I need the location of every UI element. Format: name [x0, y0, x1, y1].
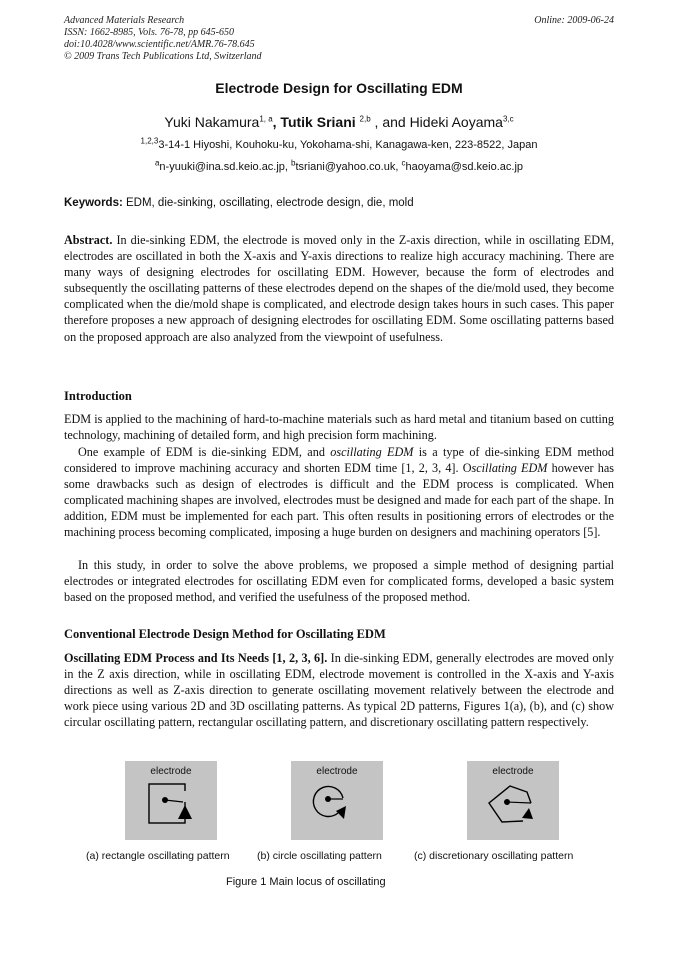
issn: ISSN: 1662-8985, Vols. 76-78, pp 645-650 — [64, 27, 234, 38]
keywords-text: EDM, die-sinking, oscillating, electrode design, die, mold — [122, 197, 414, 209]
intro-paragraph-3: In this study, in order to solve the above problems, we proposed a simple method of designing partial electrodes or integrated electrodes for oscillating EDM even for complicated forms, developed a basic system based on the proposed method, and verified the usefulness of the proposed method. — [64, 558, 614, 605]
affiliation-sup: 1,2,3 — [140, 136, 159, 146]
author-name: , and Hideki Aoyama — [370, 114, 503, 130]
journal-name: Advanced Materials Research — [64, 15, 185, 26]
author-name: Yuki Nakamura — [164, 114, 260, 130]
electrode-label: electrode — [150, 766, 192, 777]
abstract — [64, 232, 614, 345]
email-link[interactable]: tsriani@yahoo.co.uk, — [295, 161, 402, 173]
text-run: One example of EDM is die-sinking EDM, and — [78, 445, 331, 459]
figure-panel-polygon — [467, 761, 559, 840]
email-link[interactable]: n-yuuki@ina.sd.keio.ac.jp, — [159, 161, 292, 173]
journal-header — [64, 15, 262, 63]
email-sup: b — [291, 158, 296, 168]
keywords — [64, 197, 614, 209]
figure-caption-a: (a) rectangle oscillating pattern — [86, 850, 230, 862]
circle-oscillation-diagram — [291, 761, 383, 840]
subsection-heading: Oscillating EDM Process and Its Needs [1, 2, 3, 6]. — [64, 651, 328, 665]
figure-title: Figure 1 Main locus of oscillating — [226, 876, 386, 888]
author-sup: 2,b — [359, 114, 371, 124]
affiliation — [0, 136, 678, 151]
email-link[interactable]: haoyama@sd.keio.ac.jp — [405, 161, 524, 173]
direction-arrow — [178, 805, 192, 819]
copyright: © 2009 Trans Tech Publications Ltd, Switzerland — [64, 51, 262, 62]
figure-panel-circle — [291, 761, 383, 840]
email-sup: a — [154, 158, 160, 168]
figure-panel-rectangle — [125, 761, 217, 840]
center-dot — [325, 796, 331, 802]
center-dot — [504, 799, 510, 805]
intro-paragraph-1: EDM is applied to the machining of hard-to-machine materials such as hard metal and titanium based on cutting technology, machining of detailed form, and high precision form machining. — [64, 412, 614, 443]
affiliation-text: 3-14-1 Hiyoshi, Kouhoku-ku, Yokohama-shi, Kanagawa-ken, 223-8522, Japan — [158, 139, 538, 151]
intro-paragraph-2 — [64, 444, 614, 541]
text-run: is a type of die-sinking EDM method considered to improve machining accuracy and shorten EDM time [1, 2, 3, 4]. O — [64, 445, 614, 476]
direction-arrow — [336, 806, 346, 819]
figure-caption-c: (c) discretionary oscillating pattern — [414, 850, 574, 862]
abstract-label: Abstract. — [64, 233, 113, 247]
electrode-label: electrode — [492, 766, 534, 777]
abstract-text: In die-sinking EDM, the electrode is moved only in the Z-axis direction, while in oscillating EDM, electrodes are oscillated in both the X-axis and Y-axis directions to realize high accuracy machining. There are many ways of designing electrodes for oscillating EDM. However, because the form of electrodes and subsequently the oscillating patterns of these electrodes depend on the shapes of the die/mold used, they become complicated when the die/mold shape is complicated, and electrode design takes hours in such cases. This paper therefore proposes a new approach of designing electrodes for oscillating EDM. Some oscillating patterns based on the proposed approach are also analyzed from the viewpoint of usefulness. — [64, 233, 614, 344]
polygon-oscillation-diagram — [467, 761, 559, 840]
emphasis: scillating EDM — [471, 461, 548, 476]
author-name: , Tutik Sriani — [272, 114, 360, 130]
author-emails — [0, 158, 678, 173]
emphasis: oscillating EDM — [330, 445, 414, 459]
radius-line — [507, 802, 531, 803]
online-date: Online: 2009-06-24 — [534, 15, 614, 26]
text-run: however has some drawbacks such as design of electrodes is difficult and the EDM process is complicated. When complicated machining shapes are involved, electrodes must be designed and made for each part of the shape. In addition, EDM must be implemented for each part. This often results in positioning errors of electrodes or the machining process becoming complicated, imposing a huge burden on designers and machining operators [5]. — [64, 461, 614, 540]
rectangle-oscillation-diagram — [125, 761, 217, 840]
center-dot — [162, 797, 168, 803]
conventional-paragraph — [64, 650, 614, 730]
author-list — [0, 114, 678, 130]
section-heading-conventional: Conventional Electrode Design Method for Oscillating EDM — [64, 627, 386, 641]
paper-title: Electrode Design for Oscillating EDM — [215, 80, 463, 96]
keywords-label: Keywords: — [64, 197, 123, 209]
conventional-text: In die-sinking EDM, generally electrodes are moved only in the Z axis direction, while in oscillating EDM, electrode movement is controlled in the X-axis and Y-axis directions as well as Z-axis direction to generate oscillating movement relatively between the electrode and work piece using various 2D and 3D oscillating patterns. As typical 2D patterns, Figures 1(a), (b), and (c) show circular oscillating pattern, rectangular oscillating pattern, and discretionary oscillating pattern respectively. — [64, 651, 614, 730]
figure-caption-b: (b) circle oscillating pattern — [257, 850, 382, 862]
doi: doi:10.4028/www.scientific.net/AMR.76-78.645 — [64, 39, 255, 50]
direction-arrow — [522, 808, 533, 819]
author-sup: 1, a — [259, 114, 273, 124]
email-sup: c — [401, 158, 406, 168]
author-sup: 3,c — [502, 114, 514, 124]
rectangle-gap — [181, 791, 189, 802]
electrode-label: electrode — [316, 766, 358, 777]
section-heading-introduction: Introduction — [64, 389, 132, 403]
